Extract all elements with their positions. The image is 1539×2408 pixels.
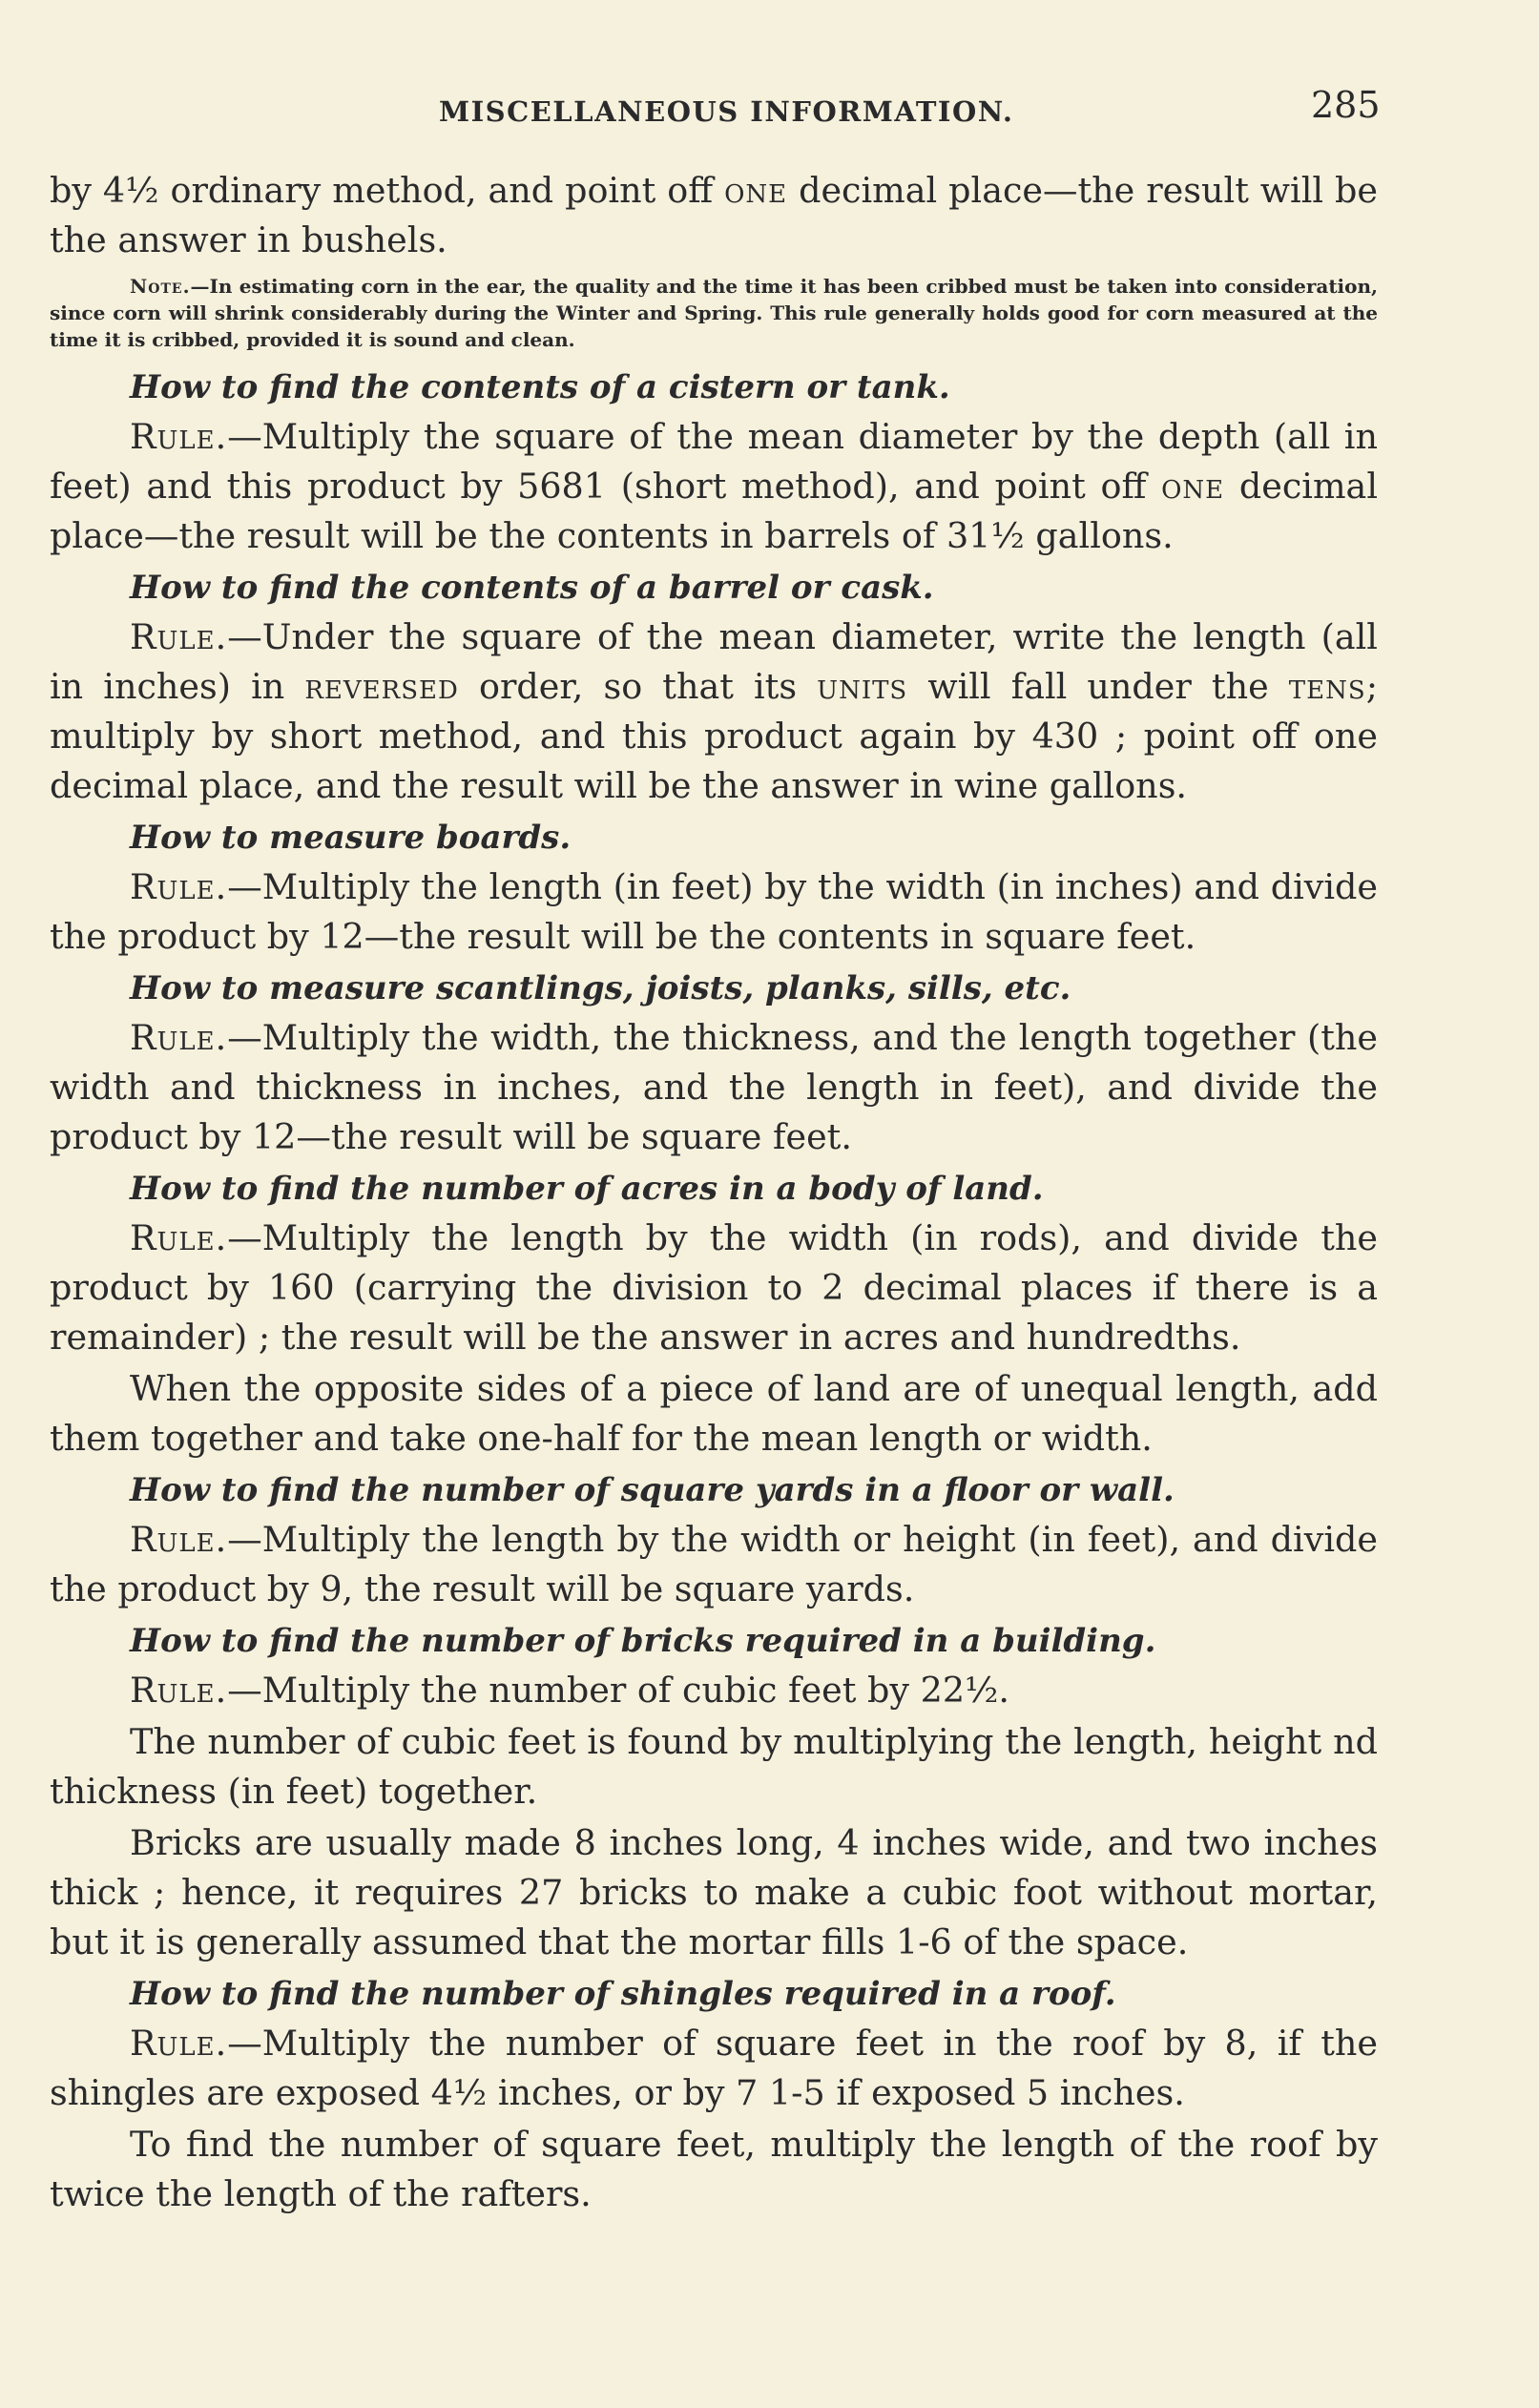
rule-scantlings xyxy=(50,1013,1378,1162)
rule-cistern xyxy=(50,412,1378,561)
rule-label: Rule. xyxy=(130,1670,228,1711)
rule-label: Rule. xyxy=(130,866,228,907)
rule-text: decimal place—the result will be the contents in barrels of 31½ gallons. xyxy=(50,466,1378,556)
heading-shingles: How to find the number of shingles required in a roof. xyxy=(130,1975,1116,2013)
rule-text: —Multiply the length by the width or height (in feet), and divide the product by 9, the result will be square yards. xyxy=(50,1519,1378,1609)
heading-barrel: How to find the contents of a barrel or cask. xyxy=(130,569,934,607)
rule-text: —Multiply the length (in feet) by the width (in inches) and divide the product by 12—the result will be the contents in square feet. xyxy=(50,866,1378,957)
rule-label: Rule. xyxy=(130,2023,228,2064)
rule-one-word: one xyxy=(1161,466,1225,507)
rule-text: —Multiply the square of the mean diameter by the depth (all in feet) and this product by 5681 (short method), and point off xyxy=(50,416,1378,507)
rule-yards xyxy=(50,1515,1378,1614)
rule-label: Rule. xyxy=(130,416,228,457)
intro-paragraph xyxy=(50,166,1378,265)
rule-shingles xyxy=(50,2019,1378,2118)
note-paragraph xyxy=(50,273,1378,353)
rule-text: order, so that its xyxy=(458,666,818,707)
rule-barrel xyxy=(50,612,1378,811)
intro-text-2: decimal place—the result will be the answer in bushels. xyxy=(50,170,1378,260)
tens-word: tens xyxy=(1288,666,1366,707)
note-label: Note. xyxy=(130,275,191,298)
rule-text: —Multiply the number of square feet in the roof by 8, if the shingles are exposed 4½ inches, or by 7 1-5 if exposed 5 inches. xyxy=(50,2023,1378,2113)
reversed-word: reversed xyxy=(304,666,459,707)
page-number: 285 xyxy=(1311,84,1381,126)
heading-scantlings: How to measure scantlings, joists, planks, sills, etc. xyxy=(130,969,1071,1007)
bricks-extra-paragraph-2: Bricks are usually made 8 inches long, 4 inches wide, and two inches thick ; hence, it requires 27 bricks to make a cubic foot without mortar, but it is generally assumed that the mortar fills 1-6 of the space. xyxy=(50,1822,1378,1962)
intro-text-1: by 4½ ordinary method, and point off xyxy=(50,170,725,211)
shingles-extra-paragraph: To find the number of square feet, multiply the length of the roof by twice the length of the rafters. xyxy=(50,2124,1378,2214)
running-title: MISCELLANEOUS INFORMATION. xyxy=(439,95,1014,128)
rule-boards xyxy=(50,862,1378,962)
rule-text: will fall under the xyxy=(907,666,1289,707)
bricks-extra-paragraph-1: The number of cubic feet is found by multiplying the length, height nd thickness (in feet) together. xyxy=(50,1721,1378,1812)
acres-extra-paragraph: When the opposite sides of a piece of land are of unequal length, add them together and take one-half for the mean length or width. xyxy=(50,1368,1378,1459)
rule-label: Rule. xyxy=(130,616,228,657)
rule-label: Rule. xyxy=(130,1217,228,1258)
rule-text: —Multiply the width, the thickness, and the length together (the width and thickness in inches, and the length in feet), and divide the product by 12—the result will be square feet. xyxy=(50,1017,1378,1157)
heading-boards: How to measure boards. xyxy=(130,819,572,857)
heading-yards: How to find the number of square yards in a floor or wall. xyxy=(130,1471,1175,1509)
page-header xyxy=(0,78,1539,135)
rule-text: —Under the square of the mean diameter, write the length (all in inches) in xyxy=(50,616,1378,707)
rule-acres xyxy=(50,1214,1378,1362)
page-body xyxy=(50,166,1378,2221)
heading-bricks: How to find the number of bricks required in a building. xyxy=(130,1622,1156,1660)
rule-label: Rule. xyxy=(130,1017,228,1058)
units-word: units xyxy=(817,666,908,707)
rule-text: —Multiply the length by the width (in rods), and divide the product by 160 (carrying the division to 2 decimal places if there is a remainder) ; the result will be the answer in acres and hundredths. xyxy=(50,1217,1378,1358)
rule-text: ; multiply by short method, and this product again by 430 ; point off one decimal place, and the result will be the answer in wine gallons. xyxy=(50,666,1378,806)
heading-acres: How to find the number of acres in a body of land. xyxy=(130,1170,1044,1208)
rule-text: —Multiply the number of cubic feet by 22½. xyxy=(227,1670,1010,1711)
rule-bricks xyxy=(50,1666,1378,1715)
heading-cistern: How to find the contents of a cistern or tank. xyxy=(130,368,950,406)
rule-label: Rule. xyxy=(130,1519,228,1560)
note-text: —In estimating corn in the ear, the quality and the time it has been cribbed must be taken into consideration, since corn will shrink considerably during the Winter and Spring. This rule generally holds good for corn measured at the time it is cribbed, provided it is sound and clean. xyxy=(50,275,1378,351)
intro-one-word: one xyxy=(724,170,788,211)
